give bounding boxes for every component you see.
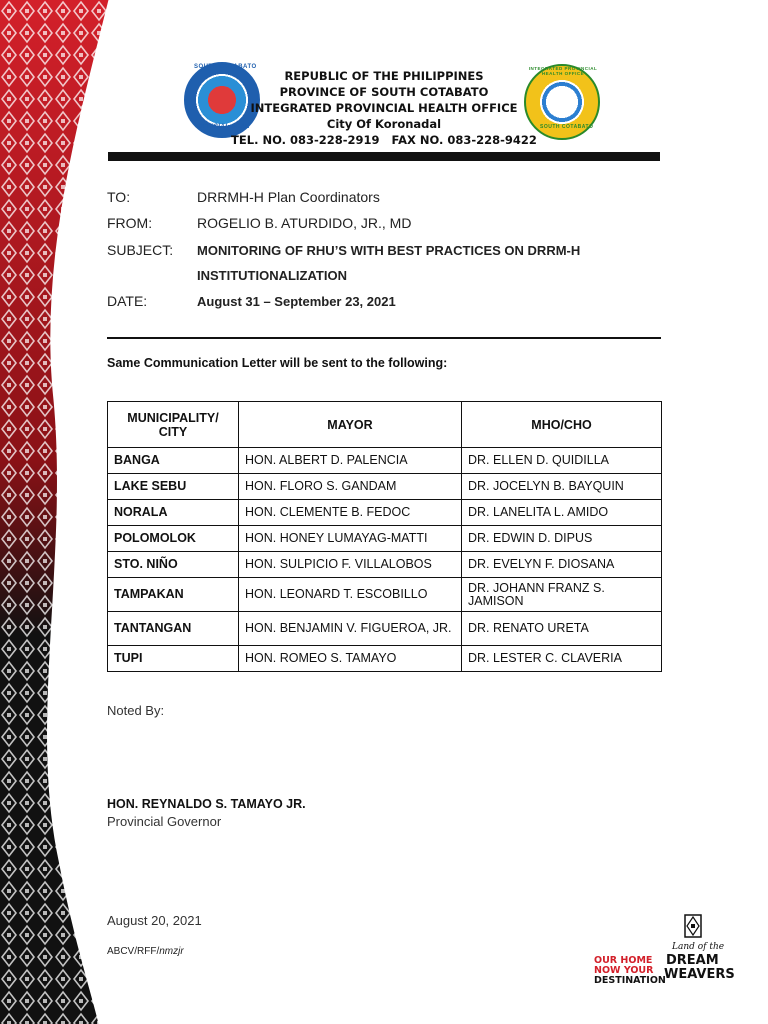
intro-text: Same Communication Letter will be sent to the following:	[107, 356, 448, 370]
municipality-cell: NORALA	[108, 500, 239, 526]
weave-emblem-icon	[684, 914, 702, 938]
letterhead-city: City Of Koronadal	[326, 117, 442, 131]
slogan-line-1: OUR HOME	[594, 955, 653, 966]
date-issued: August 20, 2021	[107, 913, 202, 928]
mayor-cell: HON. SULPICIO F. VILLALOBOS	[239, 552, 462, 578]
mho-cell: DR. JOHANN FRANZ S. JAMISON	[462, 578, 662, 612]
date-label: DATE:	[107, 293, 148, 309]
header-divider	[108, 152, 660, 161]
mayor-cell: HON. LEONARD T. ESCOBILLO	[239, 578, 462, 612]
mayor-cell: HON. ROMEO S. TAMAYO	[239, 646, 462, 672]
signatory-name: HON. REYNALDO S. TAMAYO JR.	[107, 797, 306, 811]
letterhead	[231, 68, 537, 148]
mho-cell: DR. EVELYN F. DIOSANA	[462, 552, 662, 578]
slogan-line-2: NOW YOUR	[594, 965, 654, 976]
seal-left-bottom-text: OFFICIAL SEAL	[198, 124, 250, 130]
municipality-cell: BANGA	[108, 448, 239, 474]
mho-cell: DR. RENATO URETA	[462, 612, 662, 646]
table-row	[108, 612, 662, 646]
noted-by-label: Noted By:	[107, 703, 165, 718]
table-row	[108, 552, 662, 578]
municipality-cell: POLOMOLOK	[108, 526, 239, 552]
subject-label: SUBJECT:	[107, 242, 174, 258]
mho-cell: DR. LESTER C. CLAVERIA	[462, 646, 662, 672]
reference-italic: nmzjr	[159, 946, 184, 957]
header-mho-cho: MHO/CHO	[462, 402, 662, 448]
signatory-title: Provincial Governor	[107, 814, 222, 829]
letterhead-office: INTEGRATED PROVINCIAL HEALTH OFFICE	[250, 101, 518, 115]
mho-cell: DR. EDWIN D. DIPUS	[462, 526, 662, 552]
mayor-cell: HON. FLORO S. GANDAM	[239, 474, 462, 500]
municipality-cell: STO. NIÑO	[108, 552, 239, 578]
header-mayor: MAYOR	[239, 402, 462, 448]
tagline-dream: DREAM	[666, 953, 719, 968]
municipality-cell: TAMPAKAN	[108, 578, 239, 612]
mho-cell: DR. LANELITA L. AMIDO	[462, 500, 662, 526]
letterhead-contact: TEL. NO. 083-228-2919 FAX NO. 083-228-9422	[231, 133, 537, 147]
date-value: August 31 – September 23, 2021	[197, 294, 396, 309]
memo-divider	[107, 337, 661, 339]
subject-line-2: INSTITUTIONALIZATION	[197, 268, 347, 283]
mho-cell: DR. JOCELYN B. BAYQUIN	[462, 474, 662, 500]
municipality-cell: TANTANGAN	[108, 612, 239, 646]
tagline-weavers: WEAVERS	[664, 967, 735, 982]
from-label: FROM:	[107, 215, 153, 231]
distribution-table	[107, 401, 662, 672]
letterhead-republic: REPUBLIC OF THE PHILIPPINES	[284, 69, 484, 83]
municipality-cell: TUPI	[108, 646, 239, 672]
table-row	[108, 646, 662, 672]
to-value: DRRMH-H Plan Coordinators	[197, 189, 380, 205]
table-row	[108, 578, 662, 612]
slogan-line-3: DESTINATION	[594, 975, 666, 986]
table-row	[108, 526, 662, 552]
table-row	[108, 500, 662, 526]
table-header-row	[108, 402, 662, 448]
reference-initials	[107, 946, 184, 957]
decorative-border	[0, 0, 120, 1024]
mayor-cell: HON. HONEY LUMAYAG-MATTI	[239, 526, 462, 552]
subject-line-1: MONITORING OF RHU’S WITH BEST PRACTICES ON DRRM-H	[197, 243, 581, 258]
mayor-cell: HON. CLEMENTE B. FEDOC	[239, 500, 462, 526]
header-municipality: MUNICIPALITY/ CITY	[108, 402, 239, 448]
seal-right-top-text: INTEGRATED PROVINCIAL HEALTH OFFICE	[528, 66, 598, 76]
reference-caps: ABCV/RFF/	[107, 946, 160, 957]
seal-right-bottom-text: SOUTH COTABATO	[540, 124, 594, 130]
from-value: ROGELIO B. ATURDIDO, JR., MD	[197, 215, 412, 231]
table-row	[108, 448, 662, 474]
letterhead-province: PROVINCE OF SOUTH COTABATO	[279, 85, 489, 99]
municipality-cell: LAKE SEBU	[108, 474, 239, 500]
mayor-cell: HON. ALBERT D. PALENCIA	[239, 448, 462, 474]
seal-left-top-text: SOUTH COTABATO	[194, 64, 257, 70]
table-row	[108, 474, 662, 500]
to-label: TO:	[107, 189, 131, 205]
mho-cell: DR. ELLEN D. QUIDILLA	[462, 448, 662, 474]
province-brand-logo	[594, 914, 735, 990]
mayor-cell: HON. BENJAMIN V. FIGUEROA, JR.	[239, 612, 462, 646]
tagline-small: Land of the	[672, 942, 725, 952]
